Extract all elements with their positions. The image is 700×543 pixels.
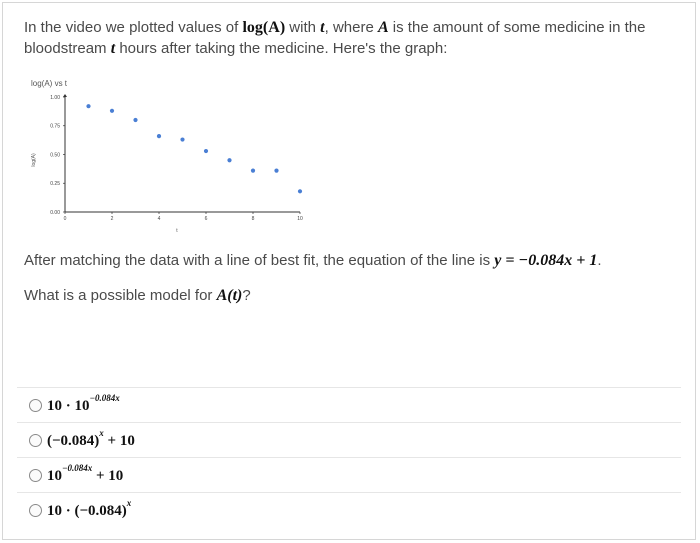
a-of-t-math: A(t): [216, 287, 243, 304]
y-tick-label: 0.25: [50, 181, 60, 188]
x-tick-label: 2: [110, 216, 114, 222]
t-var-2: t: [110, 40, 116, 57]
question-card: [2, 2, 696, 540]
chart-points: [86, 104, 302, 193]
question-paragraph: What is a possible model for A(t)?: [24, 287, 251, 304]
data-point: [157, 134, 161, 138]
x-tick-label: 0: [63, 216, 67, 222]
chart-xlabel: t: [176, 228, 178, 234]
best-fit-equation: y = −0.084x + 1: [494, 252, 598, 269]
scatter-chart: [25, 75, 305, 240]
y-tick-label: 1.00: [50, 94, 60, 101]
x-tick-label: 8: [251, 216, 255, 222]
x-tick-label: 4: [157, 216, 161, 222]
radio-button[interactable]: [29, 504, 42, 517]
y-tick-label: 0.75: [50, 123, 60, 130]
data-point: [251, 169, 255, 173]
a-var: A: [377, 19, 389, 36]
option-row-1[interactable]: [17, 387, 681, 422]
data-point: [204, 149, 208, 153]
option-row-2[interactable]: [17, 422, 681, 457]
option-label: $(-0.084)^x + 10$: [47, 428, 135, 449]
intro-paragraph: In the video we plotted values of log(A) with t, where A is the amount of some medicine in the bloodstream t hours after taking the medicine. Here's the graph:: [24, 19, 646, 57]
data-point: [133, 118, 137, 122]
chart-title: log(A) vs t: [31, 79, 68, 88]
data-point: [227, 158, 231, 162]
t-var: t: [320, 19, 325, 36]
data-point: [180, 137, 184, 141]
option-label: $10 \cdot 10^{-0.084x}$: [47, 393, 120, 414]
log-a-math: log(A): [242, 19, 286, 36]
option-label: $10^{-0.084x} + 10$: [47, 463, 124, 484]
y-axis-arrow: [63, 94, 67, 97]
data-point: [274, 169, 278, 173]
chart-ylabel: log(A): [31, 153, 37, 167]
chart-axes: [63, 94, 300, 212]
y-tick-label: 0.50: [50, 152, 60, 159]
radio-button[interactable]: [29, 399, 42, 412]
option-label: $10 \cdot (-0.084)^x$: [47, 498, 132, 519]
x-tick-label: 10: [297, 216, 303, 222]
x-tick-label: 6: [204, 216, 208, 222]
radio-button[interactable]: [29, 434, 42, 447]
y-tick-label: 0.00: [50, 209, 60, 216]
radio-button[interactable]: [29, 469, 42, 482]
best-fit-paragraph: After matching the data with a line of best fit, the equation of the line is y = −0.084x + 1.: [24, 252, 602, 269]
data-point: [298, 189, 302, 193]
chart-ticks: [50, 95, 303, 222]
option-row-4[interactable]: [17, 492, 681, 527]
data-point: [110, 109, 114, 113]
option-row-3[interactable]: [17, 457, 681, 492]
data-point: [86, 104, 90, 108]
